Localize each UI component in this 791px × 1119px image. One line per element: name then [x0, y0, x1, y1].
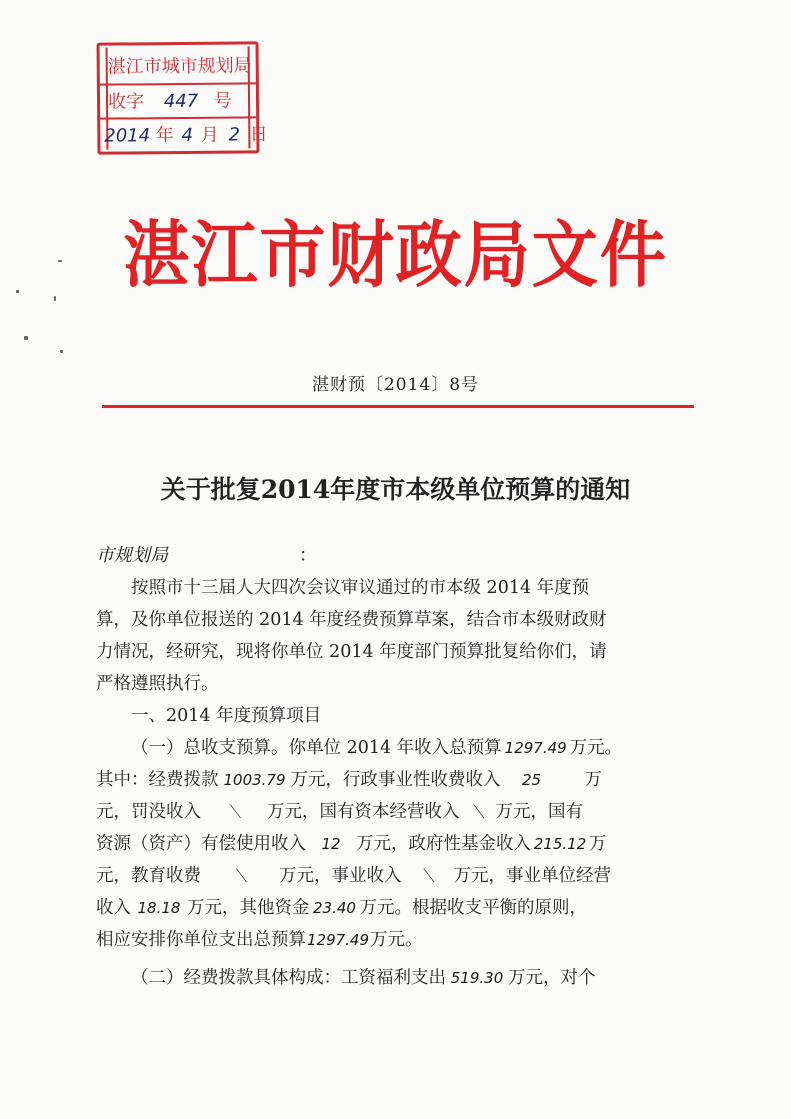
text-segment: （一）总收支预算。你单位 2014 年收入总预算: [131, 738, 502, 758]
handwritten-fines: ＼: [226, 803, 242, 821]
text-segment: 万元，政府性基金收入: [356, 834, 531, 854]
handwritten-appropriation: 1003.79: [223, 771, 286, 789]
paragraph-line: [96, 860, 696, 892]
text-segment: 元，教育收费: [96, 866, 201, 886]
text-segment: 万元，国有: [495, 802, 583, 822]
text-segment: 万元，事业收入: [279, 866, 402, 886]
document-body: [96, 540, 696, 994]
handwritten-salary: 519.30: [450, 969, 504, 987]
section-heading: 一、2014 年度预算项目: [131, 706, 322, 726]
addressee-handwritten: 市规划局: [96, 545, 168, 566]
stamp-number-suffix: 号: [213, 90, 232, 112]
text-segment: 万: [584, 770, 602, 790]
text-segment: 万元，对个: [508, 968, 596, 988]
text-segment: 其中：经费拨款: [96, 770, 219, 790]
paragraph-line: [96, 924, 696, 956]
stamp-date-day: 2: [228, 124, 241, 146]
handwritten-admin-fee: 25: [521, 771, 542, 789]
stamp-number-prefix: 收字: [107, 91, 145, 113]
paragraph-line: [96, 764, 696, 796]
paragraph-line: 严格遵照执行。: [96, 674, 219, 694]
scan-speck: [60, 350, 63, 353]
receipt-stamp: [97, 41, 268, 154]
text-segment: 万元。根据收支平衡的原则，: [359, 898, 587, 918]
text-segment: 资源（资产）有偿使用收入: [96, 834, 306, 854]
text-segment: 元，罚没收入: [96, 802, 201, 822]
text-segment: 万: [589, 834, 607, 854]
stamp-date-row: [100, 118, 268, 153]
scan-speck: [24, 336, 28, 340]
handwritten-paid-use: 12: [321, 835, 341, 853]
paragraph-line: 按照市十三届人大四次会议审议通过的市本级 2014 年度预: [131, 578, 590, 598]
text-segment: 收入: [96, 898, 131, 918]
text-segment: 万元，国有资本经营收入: [267, 802, 460, 822]
text-segment: 万元，其他资金: [187, 898, 310, 918]
paragraph-line: 算，及你单位报送的 2014 年度经费预算草案，结合市本级财政财: [96, 610, 607, 630]
stamp-org-name: 湛江市城市规划局: [107, 55, 252, 78]
stamp-date-day-char: 日: [249, 124, 268, 146]
stamp-date-month: 4: [181, 124, 194, 146]
addressee-line: [96, 540, 696, 572]
stamp-date-month-char: 月: [200, 124, 219, 146]
text-segment: 万元，事业单位经营: [453, 866, 611, 886]
paragraph-line: 力情况，经研究，现将你单位 2014 年度部门预算批复给你们，请: [96, 642, 607, 662]
handwritten-gov-fund: 215.12: [533, 835, 587, 853]
handwritten-edu-fee: ＼: [232, 867, 248, 885]
stamp-date-year-char: 年: [155, 125, 174, 147]
paragraph-line: [96, 828, 696, 860]
issuing-org-header: 湛江市财政局文件: [123, 212, 668, 297]
handwritten-total-income: 1297.49: [504, 739, 567, 757]
document-number: 湛财预〔2014〕8号: [311, 375, 480, 395]
stamp-number-handwritten: 447: [163, 90, 199, 113]
handwritten-state-capital: ＼: [469, 803, 485, 821]
document-title: 关于批复2014年度市本级单位预算的通知: [160, 475, 631, 504]
paragraph-line: [96, 892, 696, 924]
text-segment: （二）经费拨款具体构成：工资福利支出: [131, 968, 446, 988]
stamp-number-row: [100, 84, 256, 119]
stamp-date-year: 2014: [104, 125, 151, 147]
text-segment: 万元。: [370, 930, 423, 950]
handwritten-total-expense: 1297.49: [306, 931, 370, 949]
paragraph-line: [96, 732, 696, 764]
paragraph-line: [96, 796, 696, 828]
handwritten-business-income: ＼: [419, 867, 435, 885]
paragraph-line: [96, 962, 696, 994]
handwritten-operating-income: 18.18: [137, 899, 181, 917]
text-segment: 万元。: [569, 738, 623, 758]
scan-speck: [16, 290, 19, 293]
addressee-colon: ：: [299, 546, 317, 566]
text-segment: 万元，行政事业性收费收入: [290, 770, 501, 790]
text-segment: 相应安排你单位支出总预算: [96, 930, 306, 950]
stamp-org-row: [100, 48, 256, 85]
handwritten-other-funds: 23.40: [313, 899, 356, 917]
red-divider-line: [102, 405, 694, 408]
